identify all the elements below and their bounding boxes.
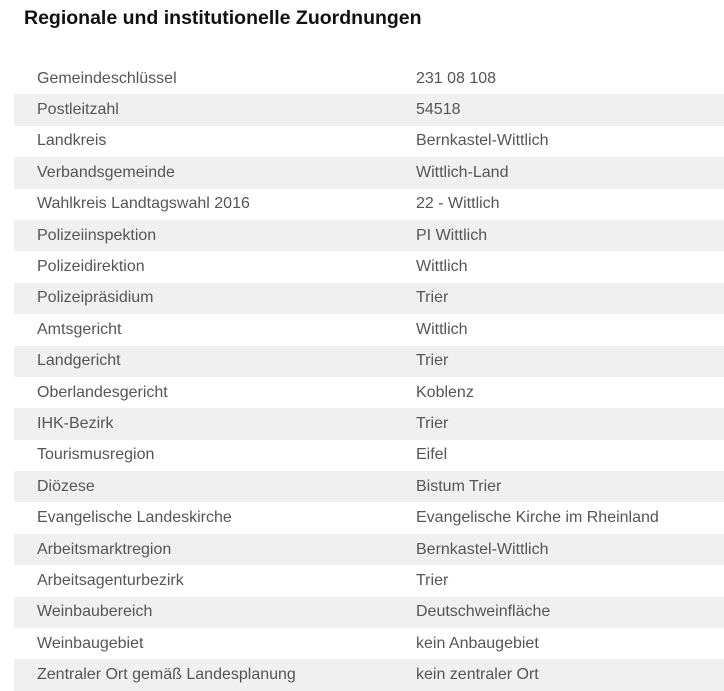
table-row xyxy=(14,346,724,377)
row-value: Evangelische Kirche im Rheinland xyxy=(416,509,659,527)
row-label: Zentraler Ort gemäß Landesplanung xyxy=(37,666,296,684)
row-value: kein Anbaugebiet xyxy=(416,634,539,652)
row-label: Polizeipräsidium xyxy=(37,289,154,307)
table-row xyxy=(14,597,724,628)
row-value: 22 - Wittlich xyxy=(416,195,500,213)
table-row xyxy=(14,157,724,188)
row-label: Weinbaugebiet xyxy=(37,634,144,652)
row-label: Arbeitsagenturbezirk xyxy=(37,571,184,589)
row-label: Landgericht xyxy=(37,352,121,370)
row-label: Postleitzahl xyxy=(37,101,119,119)
table-row xyxy=(14,283,724,314)
row-label: Evangelische Landeskirche xyxy=(37,509,232,527)
row-value: Deutschweinfläche xyxy=(416,603,551,621)
row-label: IHK-Bezirk xyxy=(37,414,114,432)
row-label: Arbeitsmarktregion xyxy=(37,540,172,558)
row-value: kein zentraler Ort xyxy=(416,666,539,684)
row-label: Polizeidirektion xyxy=(37,258,145,276)
table-row xyxy=(14,565,724,596)
table-row xyxy=(14,471,724,502)
table-row xyxy=(14,94,724,125)
row-value: Trier xyxy=(416,571,449,589)
table-row xyxy=(14,314,724,345)
row-label: Amtsgericht xyxy=(37,320,122,338)
row-label: Tourismusregion xyxy=(37,446,155,464)
table-row xyxy=(14,189,724,220)
row-value: PI Wittlich xyxy=(416,226,488,244)
row-value: Wittlich xyxy=(416,320,468,338)
row-value: Bernkastel-Wittlich xyxy=(416,540,549,558)
table-row xyxy=(14,534,724,565)
row-value: Trier xyxy=(416,289,449,307)
table-row xyxy=(14,659,724,690)
row-label: Wahlkreis Landtagswahl 2016 xyxy=(37,195,250,213)
row-value: 231 08 108 xyxy=(416,69,497,87)
table-row xyxy=(14,377,724,408)
table-row xyxy=(14,63,724,94)
row-value: Trier xyxy=(416,352,449,370)
row-value: Eifel xyxy=(416,446,448,464)
table-row xyxy=(14,502,724,533)
row-label: Oberlandesgericht xyxy=(37,383,168,401)
table-row xyxy=(14,628,724,659)
row-value: Wittlich xyxy=(416,258,468,276)
row-value: Bernkastel-Wittlich xyxy=(416,132,549,150)
row-value: Trier xyxy=(416,414,449,432)
row-value: Bistum Trier xyxy=(416,477,502,495)
row-label: Diözese xyxy=(37,477,95,495)
row-label: Weinbaubereich xyxy=(37,603,153,621)
row-label: Verbandsgemeinde xyxy=(37,163,175,181)
row-label: Polizeiinspektion xyxy=(37,226,157,244)
table-row xyxy=(14,408,724,439)
row-value: Wittlich-Land xyxy=(416,163,509,181)
table-row xyxy=(14,440,724,471)
row-label: Gemeindeschlüssel xyxy=(37,69,177,87)
assignments-table xyxy=(14,63,724,691)
table-row xyxy=(14,251,724,282)
table-row xyxy=(14,126,724,157)
section-heading: Regionale und institutionelle Zuordnungen xyxy=(24,7,422,29)
row-value: Koblenz xyxy=(416,383,474,401)
table-row xyxy=(14,220,724,251)
row-label: Landkreis xyxy=(37,132,107,150)
row-value: 54518 xyxy=(416,101,461,119)
